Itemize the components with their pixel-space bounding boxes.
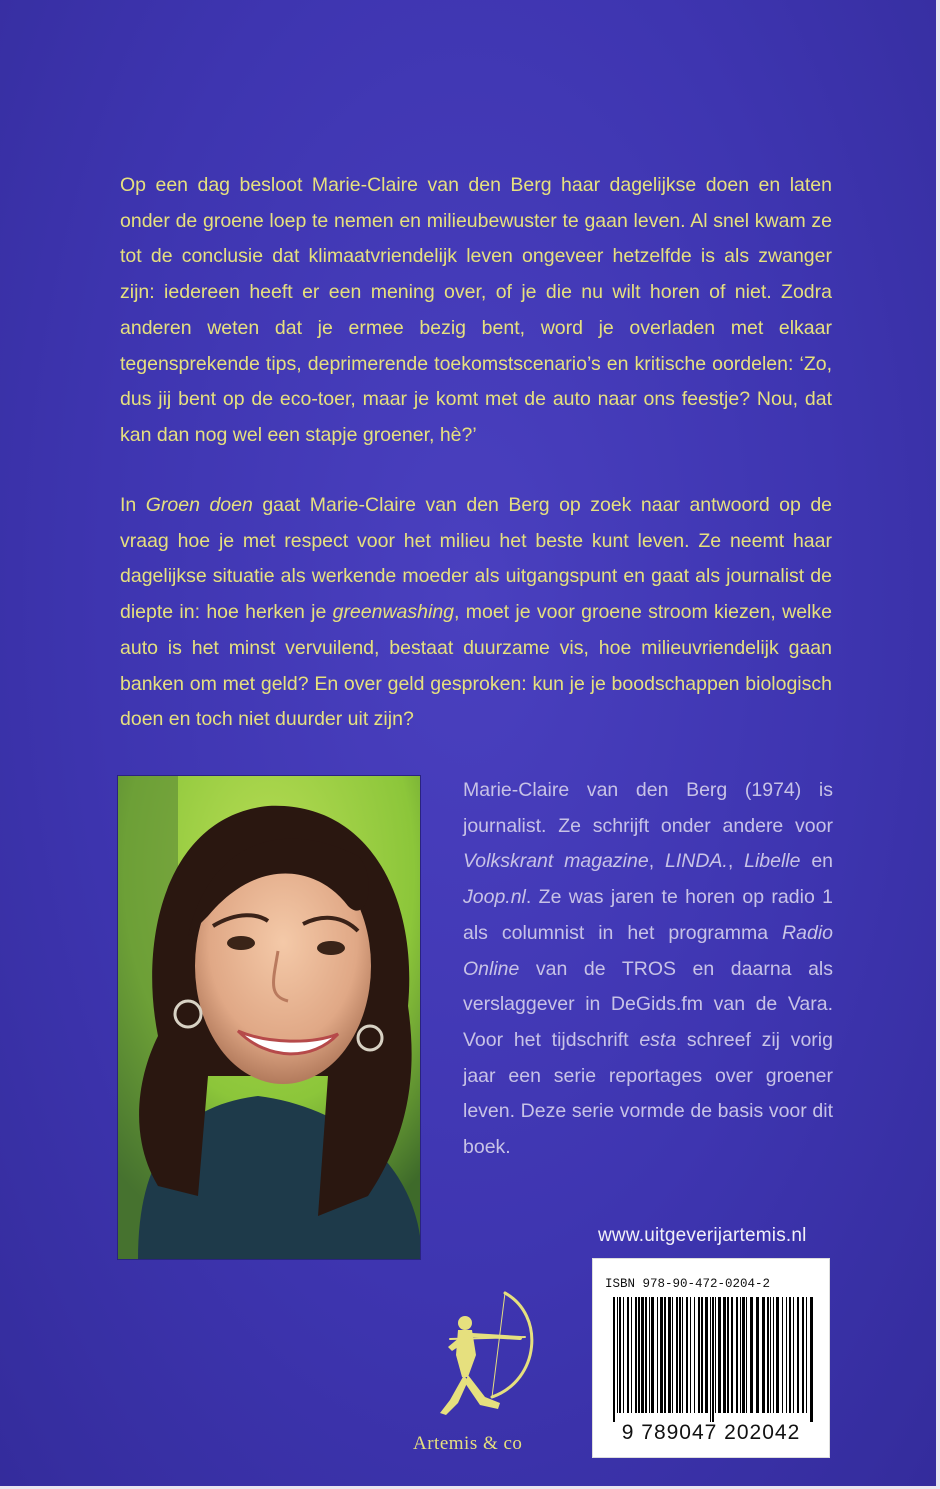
- bio-text-segment: ,: [727, 850, 745, 873]
- barcode-bar: [710, 1297, 711, 1422]
- barcode-bar: [736, 1297, 738, 1413]
- bio-italic-segment: Libelle: [744, 850, 801, 873]
- archer-logo-icon: [410, 1285, 560, 1435]
- barcode-bar: [712, 1297, 714, 1422]
- barcode-bar: [672, 1297, 673, 1413]
- barcode-bar: [686, 1297, 688, 1413]
- barcode-bar: [682, 1297, 683, 1413]
- barcode-bar: [793, 1297, 794, 1413]
- barcode-bar: [627, 1297, 629, 1413]
- barcode-digits: 9 789047 202042: [621, 1421, 801, 1444]
- barcode-bar: [668, 1297, 671, 1413]
- barcode-bar: [651, 1297, 654, 1413]
- barcode-bar: [770, 1297, 771, 1413]
- barcode-bar: [727, 1297, 729, 1413]
- bio-text-segment: Marie-Claire van den Berg (1974) is journalist. Ze schrijft onder andere voor: [463, 779, 833, 837]
- barcode-bar: [676, 1297, 678, 1413]
- publisher-name: Artemis & co: [413, 1433, 523, 1454]
- barcode-bar: [731, 1297, 733, 1413]
- barcode-bar: [690, 1297, 691, 1413]
- barcode-bar: [657, 1297, 658, 1413]
- barcode-bar: [750, 1297, 753, 1413]
- barcode-bar: [742, 1297, 745, 1413]
- barcode-bar: [797, 1297, 799, 1413]
- blurb-paragraph-1-text: Op een dag besloot Marie-Claire van den Berg haar dagelijkse doen en laten onder de groene loep te nemen en milieubewuster te gaan leven. Al snel kwam ze tot de conclusie dat klimaatvriendelijk leven ongeveer hetzelfde is als zwanger zijn: iedereen heeft er een mening over, of je die nu wilt horen of niet. Zodra anderen weten dat je ermee bezig bent, word je overladen met elkaar tegensprekende tips, deprimerende toekomstscenario’s en kritische oordelen: ‘Zo, dus jij bent op de eco-toer, maar je komt met de auto naar ons feestje? Nou, dat kan dan nog wel een stapje groener, hè?’: [120, 174, 832, 446]
- bio-text-segment: ,: [648, 850, 665, 873]
- barcode-bar: [782, 1297, 783, 1413]
- barcode-bar: [802, 1297, 804, 1413]
- barcode-bar: [619, 1297, 621, 1413]
- barcode-bar: [617, 1297, 618, 1413]
- barcode-bar: [645, 1297, 647, 1413]
- blurb-text-segment: , moet je voor groene stroom kiezen, welke auto is het minst vervuilend, bestaat duurzame vis, hoe milieuvriendelijk gaan banken om met geld? En over geld gesproken: kun je je boodschappen biologisch doen en toch niet duurder uit zijn?: [120, 601, 832, 731]
- bio-italic-segment: Joop.nl: [463, 886, 526, 909]
- bio-text-segment: schreef zij vorig jaar een serie reportages over groener leven. Deze serie vormde de basis voor dit boek.: [463, 1028, 833, 1159]
- blurb-paragraph-2: [120, 488, 832, 738]
- bio-italic-segment: esta: [639, 1028, 677, 1051]
- barcode-bar: [762, 1297, 765, 1413]
- bio-italic-segment: Volkskrant magazine: [463, 850, 649, 873]
- barcode-bar: [740, 1297, 741, 1413]
- blurb-text-segment: In: [120, 494, 146, 516]
- barcode-bar: [773, 1297, 774, 1413]
- bio-text-segment: en: [800, 850, 834, 873]
- barcode-bar: [746, 1297, 747, 1413]
- barcode-bar: [649, 1297, 650, 1413]
- barcode-bar: [806, 1297, 807, 1413]
- bio-italic-segment: Radio Online: [463, 921, 833, 980]
- barcode-bar: [613, 1297, 615, 1422]
- barcode-bar: [641, 1297, 644, 1413]
- author-photo: [117, 775, 421, 1260]
- barcode-bar: [664, 1297, 666, 1413]
- blurb-paragraph-1: [120, 168, 832, 454]
- bio-text-segment: van de TROS en daarna als verslaggever in DeGids.fm van de Vara. Voor het tijdschrift: [463, 957, 833, 1051]
- barcode-bar: [810, 1297, 813, 1422]
- barcode-bar: [701, 1297, 703, 1413]
- barcode-bar: [789, 1297, 791, 1413]
- barcode-bar: [715, 1297, 716, 1413]
- barcode-bar: [698, 1297, 700, 1413]
- barcode-bar: [776, 1297, 779, 1413]
- barcode-bar: [723, 1297, 726, 1413]
- barcode-bar: [679, 1297, 681, 1413]
- barcode-bar: [631, 1297, 632, 1413]
- blurb-paragraph-2-text: [120, 488, 832, 738]
- barcode-bar: [786, 1297, 787, 1413]
- greenwashing-italic: greenwashing: [332, 601, 455, 624]
- author-bio: [463, 773, 833, 1166]
- isbn-barcode: [592, 1258, 830, 1458]
- book-title-italic: Groen doen: [145, 494, 253, 516]
- barcode-bar: [718, 1297, 721, 1413]
- barcode-bar: [660, 1297, 663, 1413]
- barcode-bar: [635, 1297, 637, 1413]
- author-bio-text: [463, 773, 833, 1166]
- publisher-website: www.uitgeverijartemis.nl: [598, 1225, 807, 1246]
- barcode-bar: [767, 1297, 769, 1413]
- barcode-bars: [613, 1297, 813, 1422]
- barcode-bar: [638, 1297, 640, 1413]
- isbn-label: ISBN 978-90-472-0204-2: [605, 1277, 771, 1291]
- barcode-bar: [623, 1297, 624, 1413]
- barcode-bar: [694, 1297, 695, 1413]
- bio-text-segment: . Ze was jaren te horen op radio 1 als columnist in het programma: [463, 886, 833, 944]
- barcode-bar: [756, 1297, 759, 1413]
- bio-italic-segment: LINDA.: [664, 850, 728, 873]
- blurb-text-segment: gaat Marie-Claire van den Berg op zoek naar antwoord op de vraag hoe je met respect voor het milieu het beste kunt leven. Ze neemt haar dagelijkse situatie als werkende moeder als uitgangspunt en gaat als journalist de diepte in: hoe herken je: [120, 494, 833, 624]
- barcode-bar: [705, 1297, 708, 1413]
